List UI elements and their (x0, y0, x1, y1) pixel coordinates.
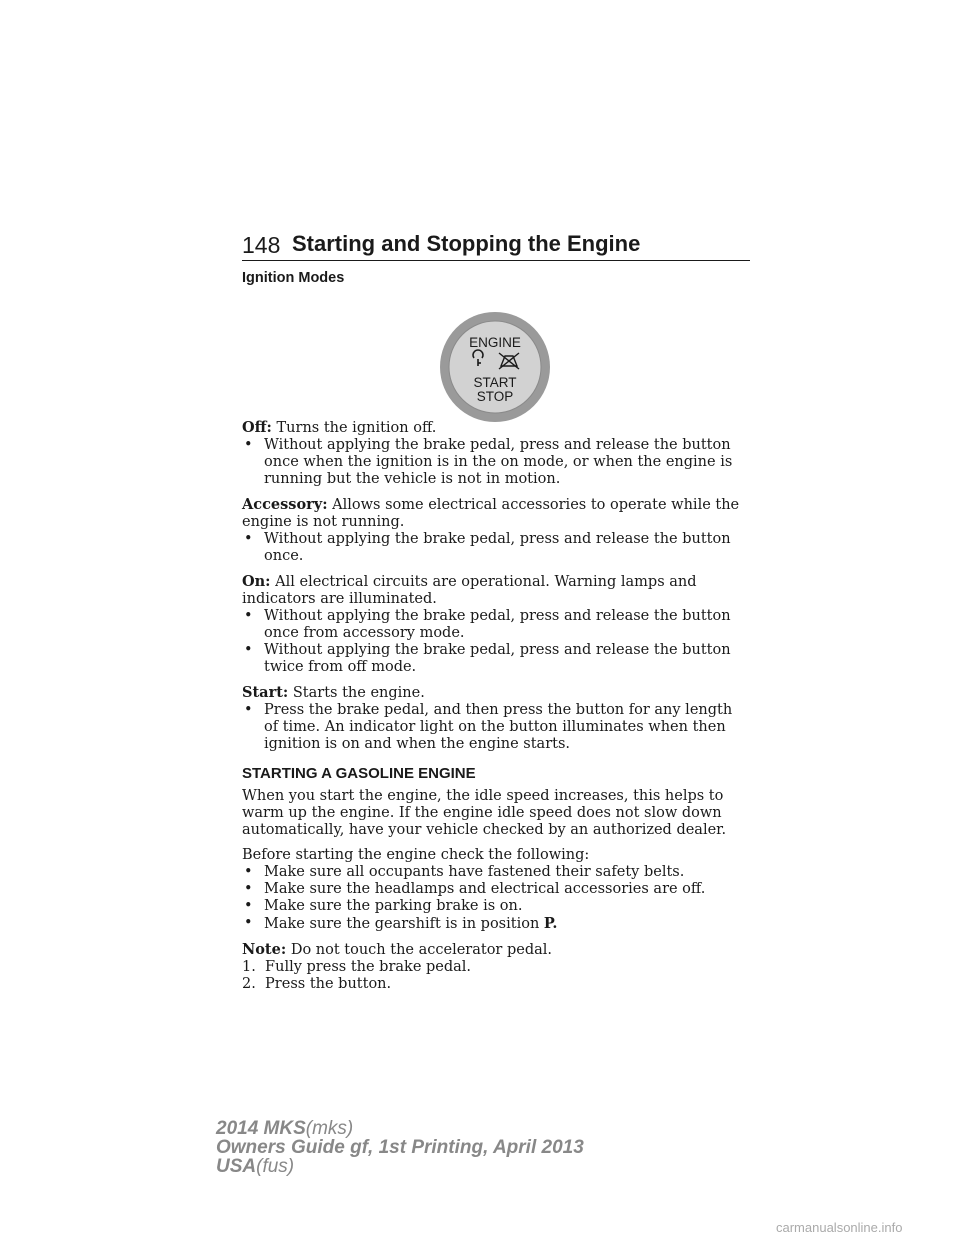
off-mode-text: Turns the ignition off. (276, 420, 437, 436)
list-item-text: Without applying the brake pedal, press and release the button once. (264, 531, 731, 564)
watermark: carmanualsonline.info (776, 1220, 903, 1235)
accessory-mode-label: Accessory: (242, 496, 328, 513)
note-text: Do not touch the accelerator pedal. (290, 942, 552, 958)
list-item-text: Without applying the brake pedal, press and release the button once when the ignition is in the on mode, or when the engine is running but the vehicle is not in motion. (264, 437, 733, 487)
page-number: 148 (242, 232, 281, 258)
list-item-text: Make sure the gearshift is in position (264, 916, 540, 932)
list-item-text: Press the brake pedal, and then press the button for any length of time. An indicator light on the button illuminates when then ignition is on and when the engine starts. (264, 702, 733, 752)
page-content (242, 270, 750, 993)
ignition-modes-heading: Ignition Modes (242, 270, 345, 286)
off-mode-bullets (242, 437, 750, 488)
list-item (242, 864, 750, 881)
pre-start-checklist (242, 864, 750, 933)
button-engine-label: ENGINE (469, 335, 521, 350)
accessory-mode-bullets (242, 531, 750, 565)
figure-area (242, 293, 750, 419)
start-mode-label: Start: (242, 684, 289, 701)
step-2: 2. Press the button. (242, 976, 392, 992)
gasoline-intro-paragraph: When you start the engine, the idle speed increases, this helps to warm up the engine. If the engine idle speed does not slow down automatically, have your vehicle checked by an authorized dealer. (242, 788, 727, 838)
bullet-glyph: • (244, 437, 253, 453)
list-item (242, 702, 750, 753)
list-item-text: Without applying the brake pedal, press and release the button twice from off mode. (264, 642, 731, 675)
engine-start-stop-button-illustration (438, 310, 552, 424)
on-mode-label: On: (242, 573, 271, 590)
start-mode-paragraph (242, 684, 750, 702)
list-item (242, 531, 750, 565)
footer-market: USA (216, 1156, 257, 1177)
list-item (242, 642, 750, 676)
bullet-glyph: • (244, 531, 253, 547)
page-header (242, 228, 750, 261)
document-footer (216, 1119, 584, 1176)
start-mode-bullets (242, 702, 750, 753)
list-item (242, 881, 750, 898)
list-item (242, 608, 750, 642)
starting-gasoline-engine-heading: STARTING A GASOLINE ENGINE (242, 765, 476, 782)
bullet-glyph: • (244, 702, 253, 718)
on-mode-bullets (242, 608, 750, 676)
footer-model-code: (mks) (305, 1118, 354, 1139)
list-item-text: Make sure all occupants have fastened their safety belts. (264, 864, 685, 880)
bullet-glyph: • (244, 898, 253, 914)
accessory-mode-text: Allows some electrical accessories to operate while the engine is not running. (242, 497, 740, 530)
bullet-glyph: • (244, 915, 253, 931)
bullet-glyph: • (244, 642, 253, 658)
button-start-label: START (473, 375, 517, 390)
checklist-intro: Before starting the engine check the following: (242, 847, 590, 863)
list-item (242, 915, 750, 933)
start-mode-text: Starts the engine. (292, 685, 425, 701)
on-mode-paragraph (242, 573, 750, 608)
list-item-text: Make sure the parking brake is on. (264, 898, 523, 914)
footer-line-2: Owners Guide gf, 1st Printing, April 2013 (216, 1137, 584, 1158)
note-paragraph (242, 941, 750, 959)
gear-position-p: P. (543, 915, 558, 932)
list-item-text: Without applying the brake pedal, press and release the button once from accessory mode. (264, 608, 731, 641)
bullet-glyph: • (244, 881, 253, 897)
bullet-glyph: • (244, 864, 253, 880)
note-label: Note: (242, 941, 287, 958)
accessory-mode-paragraph (242, 496, 750, 531)
footer-market-code: (fus) (256, 1156, 295, 1177)
footer-line-1 (216, 1119, 584, 1138)
section-title: Starting and Stopping the Engine (292, 231, 641, 256)
bullet-glyph: • (244, 608, 253, 624)
off-mode-label: Off: (242, 419, 272, 436)
list-item (242, 437, 750, 488)
footer-line-3 (216, 1157, 584, 1176)
step-1: 1. Fully press the brake pedal. (242, 959, 472, 975)
footer-model: 2014 MKS (216, 1118, 306, 1139)
list-item (242, 898, 750, 915)
list-item-text: Make sure the headlamps and electrical accessories are off. (264, 881, 706, 897)
on-mode-text: All electrical circuits are operational. Warning lamps and indicators are illuminated. (242, 574, 697, 607)
button-stop-label: STOP (476, 389, 514, 404)
